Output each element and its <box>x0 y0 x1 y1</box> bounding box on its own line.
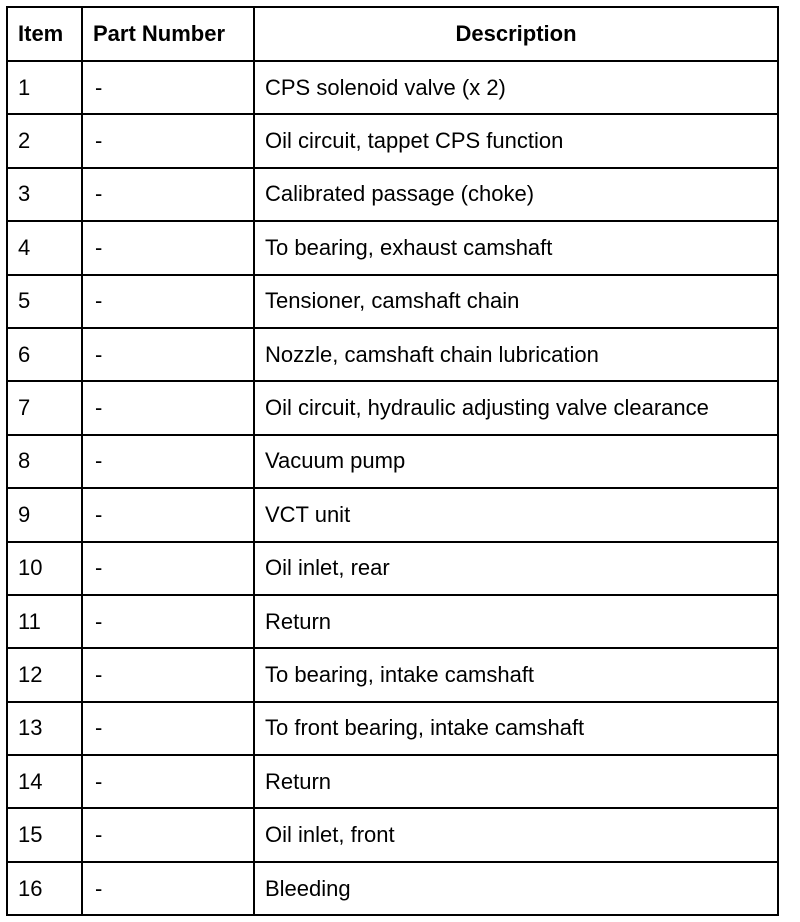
part-number-cell: - <box>82 168 254 221</box>
item-cell: 7 <box>7 381 82 434</box>
description-cell: Nozzle, camshaft chain lubrication <box>254 328 778 381</box>
description-cell: To bearing, exhaust camshaft <box>254 221 778 274</box>
item-cell: 8 <box>7 435 82 488</box>
part-number-cell: - <box>82 381 254 434</box>
table-row <box>7 61 778 114</box>
item-cell: 10 <box>7 542 82 595</box>
description-cell: Calibrated passage (choke) <box>254 168 778 221</box>
item-cell: 5 <box>7 275 82 328</box>
item-cell: 11 <box>7 595 82 648</box>
part-number-cell: - <box>82 808 254 861</box>
part-number-cell: - <box>82 328 254 381</box>
table-row <box>7 168 778 221</box>
table-row <box>7 275 778 328</box>
part-number-cell: - <box>82 862 254 915</box>
description-cell: Oil circuit, tappet CPS function <box>254 114 778 167</box>
description-cell: Vacuum pump <box>254 435 778 488</box>
table-row <box>7 114 778 167</box>
item-cell: 2 <box>7 114 82 167</box>
table-header-row <box>7 7 778 61</box>
item-cell: 14 <box>7 755 82 808</box>
table-row <box>7 381 778 434</box>
table-row <box>7 542 778 595</box>
item-cell: 6 <box>7 328 82 381</box>
part-number-cell: - <box>82 648 254 701</box>
item-cell: 12 <box>7 648 82 701</box>
table-row <box>7 702 778 755</box>
table-row <box>7 648 778 701</box>
table-row <box>7 595 778 648</box>
description-cell: Oil inlet, front <box>254 808 778 861</box>
description-cell: Bleeding <box>254 862 778 915</box>
item-cell: 16 <box>7 862 82 915</box>
description-cell: To front bearing, intake camshaft <box>254 702 778 755</box>
table-row <box>7 488 778 541</box>
part-number-cell: - <box>82 542 254 595</box>
part-number-cell: - <box>82 755 254 808</box>
header-part-number: Part Number <box>82 7 254 61</box>
table-row <box>7 862 778 915</box>
item-cell: 9 <box>7 488 82 541</box>
table-row <box>7 435 778 488</box>
table-row <box>7 221 778 274</box>
table-row <box>7 808 778 861</box>
part-number-cell: - <box>82 114 254 167</box>
item-cell: 15 <box>7 808 82 861</box>
part-number-cell: - <box>82 595 254 648</box>
description-cell: Oil circuit, hydraulic adjusting valve clearance <box>254 381 778 434</box>
item-cell: 13 <box>7 702 82 755</box>
table-row <box>7 328 778 381</box>
description-cell: Oil inlet, rear <box>254 542 778 595</box>
description-cell: Return <box>254 595 778 648</box>
description-cell: To bearing, intake camshaft <box>254 648 778 701</box>
description-cell: Return <box>254 755 778 808</box>
description-cell: VCT unit <box>254 488 778 541</box>
item-cell: 3 <box>7 168 82 221</box>
parts-table <box>6 6 779 916</box>
item-cell: 4 <box>7 221 82 274</box>
part-number-cell: - <box>82 488 254 541</box>
header-item: Item <box>7 7 82 61</box>
part-number-cell: - <box>82 61 254 114</box>
description-cell: CPS solenoid valve (x 2) <box>254 61 778 114</box>
part-number-cell: - <box>82 435 254 488</box>
item-cell: 1 <box>7 61 82 114</box>
part-number-cell: - <box>82 702 254 755</box>
part-number-cell: - <box>82 221 254 274</box>
table-row <box>7 755 778 808</box>
description-cell: Tensioner, camshaft chain <box>254 275 778 328</box>
part-number-cell: - <box>82 275 254 328</box>
header-description: Description <box>254 7 778 61</box>
